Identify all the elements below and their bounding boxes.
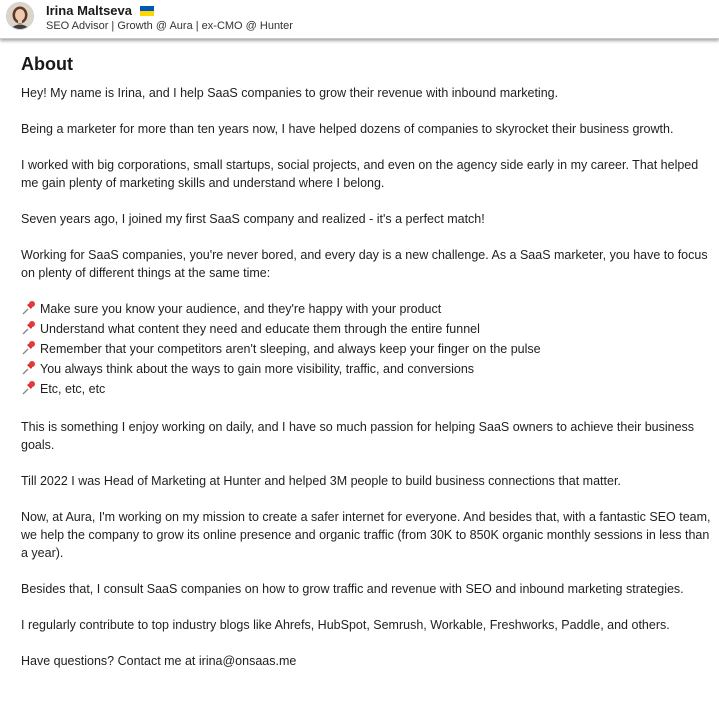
bullet-item: Etc, etc, etc <box>21 380 711 400</box>
about-paragraph: Besides that, I consult SaaS companies on how to grow traffic and revenue with SEO and inbound marketing strategies. <box>21 582 684 596</box>
about-paragraph: Now, at Aura, I'm working on my mission to create a safer internet for everyone. And besides that, with a fantastic SEO team, we help the company to grow its online presence and organic traffic (from 30K to 850K organic monthly sessions in less than a year). <box>21 510 711 560</box>
pushpin-icon <box>21 321 36 340</box>
about-paragraph: I worked with big corporations, small startups, social projects, and even on the agency side early in my career. That helped me gain plenty of marketing skills and understand where I belong. <box>21 158 699 190</box>
avatar-photo-icon <box>7 3 33 29</box>
pushpin-icon <box>21 381 36 400</box>
about-paragraph: Till 2022 I was Head of Marketing at Hunter and helped 3M people to build business connections that matter. <box>21 474 621 488</box>
profile-name-row <box>46 3 154 18</box>
bullet-item: Make sure you know your audience, and they're happy with your product <box>21 300 711 320</box>
about-paragraph: I regularly contribute to top industry blogs like Ahrefs, HubSpot, Semrush, Workable, Freshworks, Paddle, and others. <box>21 618 670 632</box>
bullet-item: You always think about the ways to gain more visibility, traffic, and conversions <box>21 360 711 380</box>
pushpin-icon <box>21 361 36 380</box>
profile-header <box>0 0 719 39</box>
about-paragraph: This is something I enjoy working on daily, and I have so much passion for helping SaaS owners to achieve their business goals. <box>21 420 695 452</box>
profile-name[interactable]: Irina Maltseva <box>46 3 132 18</box>
bullet-item: Remember that your competitors aren't sleeping, and always keep your finger on the pulse <box>21 340 711 360</box>
about-paragraph: Working for SaaS companies, you're never bored, and every day is a new challenge. As a SaaS marketer, you have to focus on plenty of different things at the same time: <box>21 248 708 280</box>
profile-headline: SEO Advisor | Growth @ Aura | ex-CMO @ Hunter <box>46 20 293 32</box>
avatar[interactable] <box>6 2 34 30</box>
bullet-item: Understand what content they need and educate them through the entire funnel <box>21 320 711 340</box>
ukraine-flag-icon <box>140 4 154 14</box>
about-paragraph: Seven years ago, I joined my first SaaS company and realized - it's a perfect match! <box>21 212 485 226</box>
contact-paragraph: Have questions? Contact me at irina@onsaas.me <box>21 654 297 668</box>
pushpin-icon <box>21 341 36 360</box>
about-section <box>21 52 711 670</box>
pushpin-icon <box>21 301 36 320</box>
about-paragraph: Being a marketer for more than ten years now, I have helped dozens of companies to skyrocket their business growth. <box>21 122 674 136</box>
about-paragraph: Hey! My name is Irina, and I help SaaS companies to grow their revenue with inbound marketing. <box>21 86 559 100</box>
about-title: About <box>21 54 73 74</box>
